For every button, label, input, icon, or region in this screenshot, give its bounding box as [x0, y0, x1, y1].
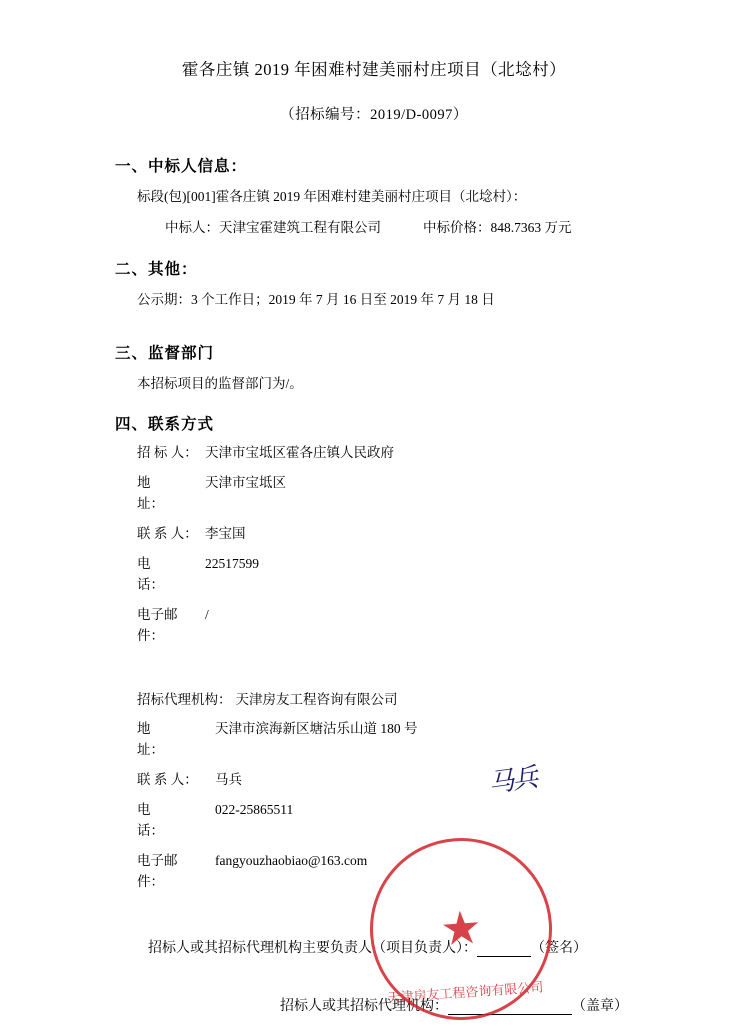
- tenderer-value-3: 22517599: [205, 555, 259, 571]
- section-heading-4: 四、联系方式: [115, 416, 215, 434]
- agency-contact-row: [137, 761, 748, 791]
- tender-number: （招标编号：2019/D-0097）: [280, 106, 468, 123]
- section-3-line-1: 本招标项目的监督部门为/。: [137, 375, 303, 391]
- stamp-top-text: 天津房友工程咨询有限公司: [387, 979, 544, 1006]
- tenderer-contact-row: [137, 464, 748, 515]
- signature-line-1-text: 招标人或其招标代理机构主要负责人（项目负责人）：: [148, 940, 477, 956]
- tenderer-label-4: 电子邮件：: [137, 606, 178, 643]
- agency-value-4: fangyouzhaobiao@163.com: [215, 853, 368, 869]
- agency-label-3: 电 话：: [137, 802, 178, 839]
- title-block: [0, 0, 748, 124]
- section-1-line-1: 标段(包)[001]霍各庄镇 2019 年困难村建美丽村庄项目（北埝村）：: [137, 188, 527, 204]
- agency-label-0: 招标代理机构：: [137, 691, 232, 707]
- section-2-line-1: 公示期：3 个工作日；2019 年 7 月 16 日至 2019 年 7 月 18 日: [137, 291, 495, 307]
- signature-line-2-text: 招标人或其招标代理机构：: [280, 998, 448, 1014]
- agency-value-0: 天津房友工程咨询有限公司: [235, 691, 398, 707]
- agency-contact-row: [137, 681, 748, 711]
- agency-value-2: 马兵: [215, 772, 242, 788]
- tenderer-contact-row: [137, 596, 748, 647]
- section-supervision: [0, 341, 748, 395]
- tenderer-label-2: 联 系 人：: [137, 525, 198, 541]
- section-other: [0, 257, 748, 311]
- tenderer-label-0: 招 标 人：: [137, 445, 198, 461]
- page-title: 霍各庄镇 2019 年困难村建美丽村庄项目（北埝村）: [181, 60, 567, 79]
- winner-value: 天津宝霍建筑工程有限公司: [219, 220, 381, 236]
- winner-row: [165, 217, 748, 239]
- winner-label: 中标人：: [165, 220, 219, 236]
- section-heading-1: 一、中标人信息：: [115, 157, 248, 175]
- tenderer-value-0: 天津市宝坻区霍各庄镇人民政府: [205, 445, 394, 461]
- agency-label-4: 电子邮件：: [137, 853, 178, 889]
- handwritten-signature: 马兵: [486, 762, 539, 799]
- signature-line-2-suffix: （盖章）: [572, 998, 628, 1014]
- section-winner-info: [0, 154, 748, 239]
- star-icon: ★: [438, 901, 484, 956]
- section-heading-3: 三、监督部门: [115, 344, 215, 362]
- agency-contact-row: [137, 710, 748, 761]
- tenderer-contact-row: [137, 434, 748, 464]
- price-value: 848.7363 万元: [490, 220, 572, 236]
- tenderer-label-3: 电 话：: [137, 555, 178, 592]
- tenderer-contact-row: [137, 545, 748, 596]
- tenderer-value-1: 天津市宝坻区: [205, 475, 286, 491]
- tenderer-contact-row: [137, 515, 748, 545]
- agency-label-1: 地 址：: [137, 721, 178, 758]
- price-label: 中标价格：: [423, 220, 491, 236]
- agency-value-3: 022-25865511: [215, 802, 294, 818]
- tenderer-label-1: 地 址：: [137, 475, 178, 511]
- agency-label-2: 联 系 人：: [137, 772, 198, 788]
- agency-contact-row: [137, 791, 748, 842]
- section-contact: [0, 412, 748, 893]
- signature-line-1-suffix: （签名）: [531, 940, 587, 956]
- tenderer-value-4: /: [205, 606, 209, 622]
- tenderer-value-2: 李宝国: [205, 525, 246, 541]
- agency-value-1: 天津市滨海新区塘沽乐山道 180 号: [215, 721, 418, 737]
- section-heading-2: 二、其他：: [115, 260, 198, 278]
